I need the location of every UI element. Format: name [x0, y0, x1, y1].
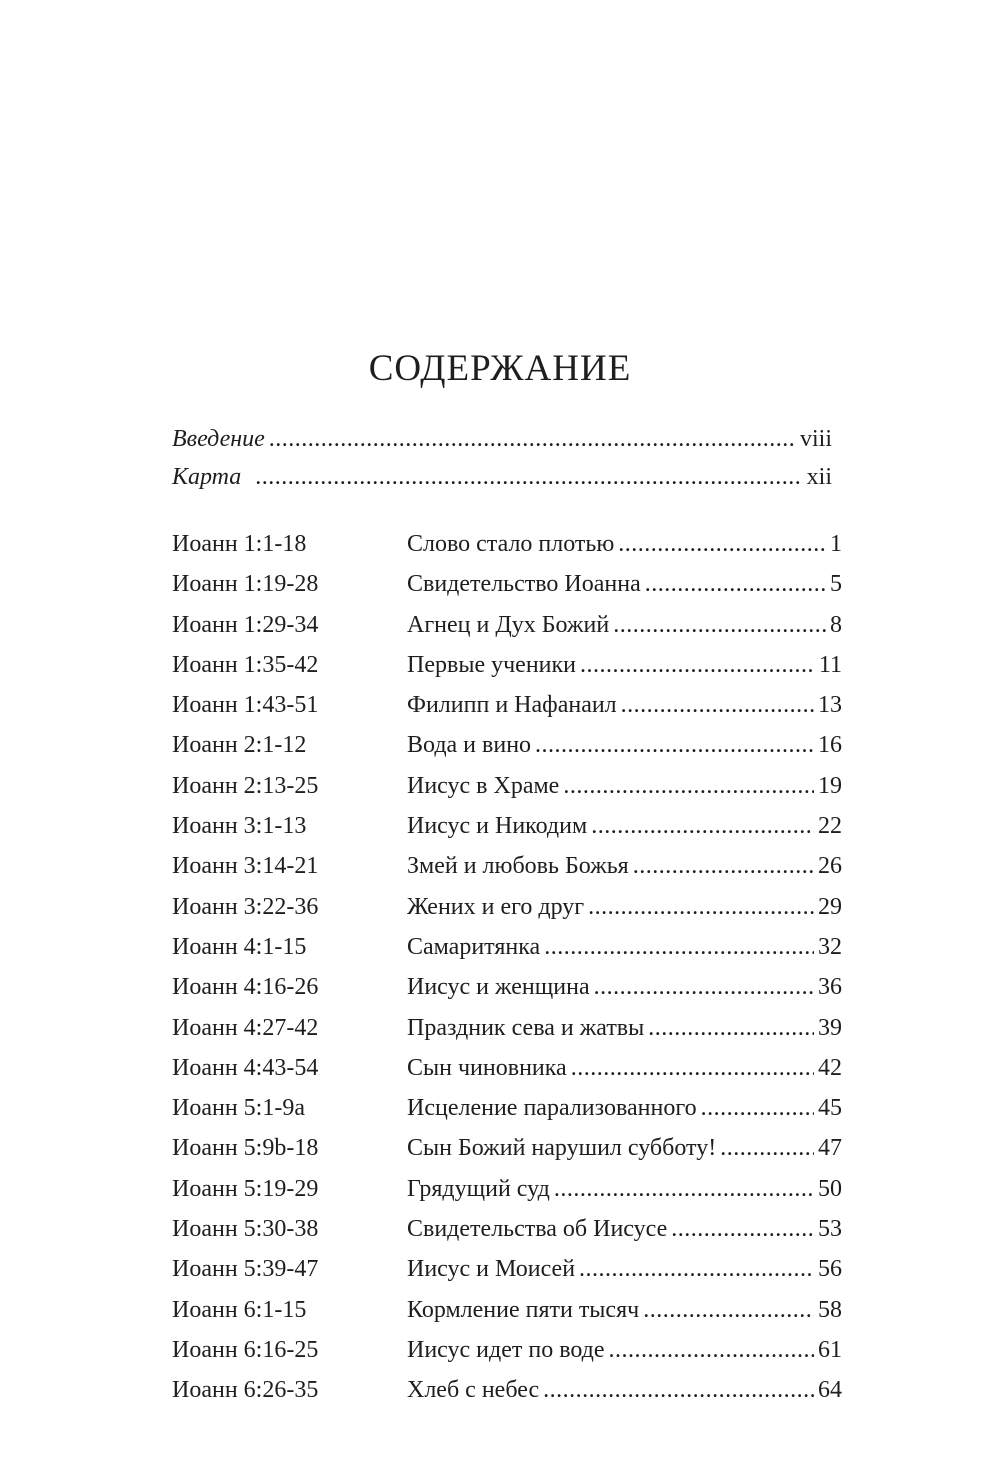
entry-label: Введение — [172, 426, 265, 452]
chapter-reference: Иоанн 4:16-26 — [172, 974, 319, 1001]
page-number: 29 — [818, 893, 842, 920]
toc-entry-map[interactable] — [172, 458, 832, 496]
page-number: 50 — [818, 1175, 842, 1202]
chapter-title: Сын Божий нарушил субботу! — [407, 1135, 717, 1162]
chapter-title: Жених и его друг — [407, 893, 585, 920]
toc-entry[interactable] — [172, 806, 842, 846]
page-number: 26 — [818, 853, 842, 880]
dot-leader — [648, 1008, 814, 1048]
dot-leader — [643, 1290, 814, 1330]
page-number: 13 — [818, 692, 842, 719]
page-number: 61 — [818, 1336, 842, 1363]
chapter-title: Иисус в Храме — [407, 772, 560, 799]
page-number: 39 — [818, 1014, 842, 1041]
chapter-reference: Иоанн 3:22-36 — [172, 893, 319, 920]
chapter-title: Иисус и женщина — [407, 974, 590, 1001]
chapter-reference: Иоанн 4:43-54 — [172, 1054, 319, 1081]
chapter-reference: Иоанн 2:13-25 — [172, 772, 319, 799]
chapter-reference: Иоанн 5:39-47 — [172, 1256, 319, 1283]
chapter-title: Хлеб с небес — [407, 1377, 540, 1404]
toc-entry[interactable] — [172, 645, 842, 685]
toc-entry[interactable] — [172, 1290, 842, 1330]
toc-entry[interactable] — [172, 1008, 842, 1048]
chapter-reference: Иоанн 1:1-18 — [172, 531, 307, 557]
chapter-title: Филипп и Нафанаил — [407, 692, 617, 719]
entry-label: Карта — [172, 464, 242, 490]
chapter-title: Исцеление парализованного — [407, 1095, 697, 1122]
page-number: 64 — [818, 1377, 842, 1404]
chapter-reference: Иоанн 6:16-25 — [172, 1336, 319, 1363]
chapter-title: Вода и вино — [407, 732, 532, 759]
dot-leader — [594, 967, 814, 1007]
page-number: 1 — [830, 531, 842, 557]
toc-entry[interactable] — [172, 524, 842, 564]
page-number: 42 — [818, 1054, 842, 1081]
page-number: 53 — [818, 1216, 842, 1243]
chapter-reference: Иоанн 4:1-15 — [172, 933, 307, 960]
dot-leader — [563, 766, 814, 806]
chapter-reference: Иоанн 5:19-29 — [172, 1175, 319, 1202]
dot-leader — [633, 846, 814, 886]
dot-leader — [720, 1128, 814, 1168]
chapter-title: Иисус идет по воде — [407, 1336, 605, 1363]
chapter-title: Самаритянка — [407, 933, 541, 960]
page-title: СОДЕРЖАНИЕ — [368, 348, 632, 389]
front-matter-list — [172, 420, 832, 496]
page-number: 45 — [818, 1095, 842, 1122]
chapter-title: Праздник сева и жатвы — [407, 1014, 645, 1041]
dot-leader — [609, 1330, 814, 1370]
chapter-title: Иисус и Никодим — [407, 813, 588, 840]
toc-entry-introduction[interactable] — [172, 420, 832, 458]
toc-entry[interactable] — [172, 1330, 842, 1370]
page-number: 36 — [818, 974, 842, 1001]
page-number: viii — [799, 426, 832, 452]
chapter-title: Слово стало плотью — [407, 531, 615, 557]
dot-leader — [580, 645, 815, 685]
page-number: 56 — [818, 1256, 842, 1283]
page-number: 58 — [818, 1296, 842, 1323]
toc-entry[interactable] — [172, 1048, 842, 1088]
dot-leader — [269, 420, 796, 458]
chapter-reference: Иоанн 4:27-42 — [172, 1014, 319, 1041]
chapter-reference: Иоанн 6:1-15 — [172, 1296, 307, 1323]
chapter-list — [172, 524, 842, 1411]
toc-entry[interactable] — [172, 967, 842, 1007]
dot-leader — [255, 458, 802, 496]
toc-entry[interactable] — [172, 1370, 842, 1410]
chapter-reference: Иоанн 5:1-9а — [172, 1095, 305, 1122]
dot-leader — [613, 605, 826, 645]
toc-entry[interactable] — [172, 1209, 842, 1249]
page-number: 47 — [818, 1135, 842, 1162]
chapter-reference: Иоанн 3:14-21 — [172, 853, 319, 880]
toc-entry[interactable] — [172, 725, 842, 765]
chapter-reference: Иоанн 1:35-42 — [172, 651, 319, 678]
dot-leader — [544, 927, 814, 967]
chapter-title: Свидетельства об Иисусе — [407, 1216, 668, 1243]
page-number: 19 — [818, 772, 842, 799]
chapter-title: Агнец и Дух Божий — [407, 611, 610, 638]
toc-entry[interactable] — [172, 766, 842, 806]
dot-leader — [701, 1088, 814, 1128]
chapter-title: Первые ученики — [407, 651, 577, 678]
toc-entry[interactable] — [172, 887, 842, 927]
chapter-reference: Иоанн 6:26-35 — [172, 1377, 319, 1404]
chapter-reference: Иоанн 1:29-34 — [172, 611, 319, 638]
chapter-reference: Иоанн 3:1-13 — [172, 813, 307, 840]
dot-leader — [588, 887, 814, 927]
page-number: xii — [806, 464, 832, 490]
dot-leader — [671, 1209, 814, 1249]
toc-entry[interactable] — [172, 1169, 842, 1209]
toc-entry[interactable] — [172, 1128, 842, 1168]
chapter-reference: Иоанн 1:43-51 — [172, 692, 319, 719]
chapter-reference: Иоанн 5:30-38 — [172, 1216, 319, 1243]
dot-leader — [579, 1249, 814, 1289]
page-number: 22 — [818, 813, 842, 840]
dot-leader — [543, 1370, 814, 1410]
toc-entry[interactable] — [172, 1088, 842, 1128]
chapter-title: Сын чиновника — [407, 1054, 567, 1081]
dot-leader — [591, 806, 814, 846]
toc-entry[interactable] — [172, 1249, 842, 1289]
dot-leader — [554, 1169, 814, 1209]
toc-entry[interactable] — [172, 846, 842, 886]
chapter-title: Грядущий суд — [407, 1175, 550, 1202]
toc-entry[interactable] — [172, 564, 842, 604]
page-number: 11 — [818, 651, 842, 678]
dot-leader — [535, 725, 814, 765]
page-number: 8 — [830, 611, 842, 638]
chapter-title: Змей и любовь Божья — [407, 853, 629, 880]
toc-entry[interactable] — [172, 927, 842, 967]
dot-leader — [618, 524, 826, 564]
chapter-title: Иисус и Моисей — [407, 1256, 576, 1283]
chapter-title: Кормление пяти тысяч — [407, 1296, 640, 1323]
chapter-reference: Иоанн 5:9b-18 — [172, 1135, 319, 1162]
page-number: 16 — [818, 732, 842, 759]
chapter-reference: Иоанн 1:19-28 — [172, 571, 319, 598]
toc-entry[interactable] — [172, 685, 842, 725]
dot-leader — [645, 564, 826, 604]
chapter-reference: Иоанн 2:1-12 — [172, 732, 307, 759]
dot-leader — [571, 1048, 814, 1088]
page-number: 5 — [830, 571, 842, 598]
page-number: 32 — [818, 933, 842, 960]
chapter-title: Свидетельство Иоанна — [407, 571, 641, 598]
toc-entry[interactable] — [172, 605, 842, 645]
dot-leader — [621, 685, 814, 725]
